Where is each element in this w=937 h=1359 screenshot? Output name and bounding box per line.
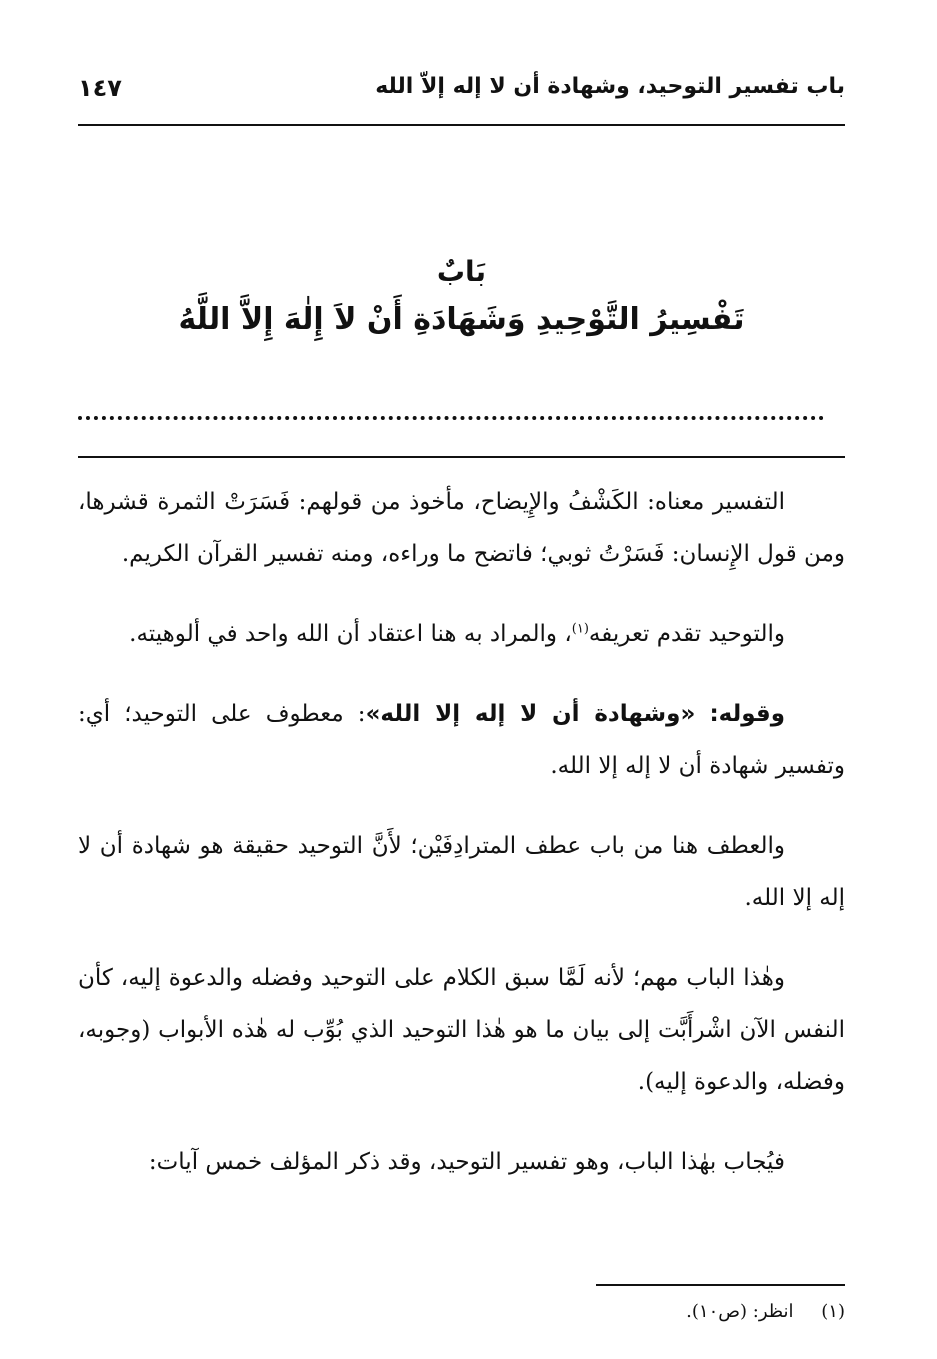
paragraph-text: : معطوف على التوحيد؛ أي: وتفسير شهادة أن لا إله إلا الله. — [78, 701, 845, 779]
body-text — [78, 476, 845, 1216]
paragraph-lead: وقوله: — [709, 701, 786, 727]
running-title: باب تفسير التوحيد، وشهادة أن لا إله إلاّ الله — [375, 74, 845, 99]
paragraph-tafsir-definition: التفسير معناه: الكَشْفُ والإِيضاح، مأخوذ من قولهم: فَسَرَتْ الثمرة قشرها، ومن قول الإِنسان: فَسَرْتُ ثوبي؛ فاتضح ما وراءه، ومنه تفسير القرآن الكريم. — [78, 489, 845, 567]
footnote-number: (١) — [821, 1301, 845, 1322]
dotted-separator — [78, 416, 824, 420]
quoted-phrase: «وشهادة أن لا إله إلا الله» — [365, 701, 696, 727]
footnote — [78, 1296, 845, 1328]
page-number: ١٤٧ — [78, 74, 122, 102]
footnote-text: انظر: (ص١٠). — [686, 1301, 794, 1322]
paragraph-verses-intro: فيُجاب بهٰذا الباب، وهو تفسير التوحيد، وقد ذكر المؤلف خمس آيات: — [148, 1149, 785, 1175]
paragraph-text: ، والمراد به هنا اعتقاد أن الله واحد في ألوهيته. — [129, 621, 572, 647]
running-header — [78, 74, 845, 114]
chapter-heading — [78, 250, 845, 346]
paragraph-importance: وهٰذا الباب مهم؛ لأنه لَمَّا سبق الكلام على التوحيد وفضله والدعوة إليه، كأن النفس الآن اشْرأَبَّت إلى بيان ما هو هٰذا التوحيد الذي بُوِّب له هٰذه الأبواب (وجوبه، وفضله، والدعوة إليه). — [78, 965, 845, 1095]
paragraph-conjunction: والعطف هنا من باب عطف المترادِفَيْن؛ لأَنَّ التوحيد حقيقة هو شهادة أن لا إله إلا الله. — [78, 833, 845, 911]
footnote-rule — [596, 1284, 845, 1286]
footnote-reference: (١) — [571, 621, 589, 637]
chapter-title: تَفْسِيرُ التَّوْحِيدِ وَشَهَادَةِ أَنْ لاَ إِلٰهَ إِلاَّ اللَّهُ — [178, 302, 745, 337]
paragraph-shahada — [78, 688, 845, 792]
header-rule — [78, 124, 845, 126]
paragraph-text: والتوحيد تقدم تعريفه — [588, 621, 785, 647]
chapter-label: بَابٌ — [436, 255, 487, 288]
paragraph-tawhid-definition — [78, 608, 845, 660]
section-rule — [78, 456, 845, 458]
